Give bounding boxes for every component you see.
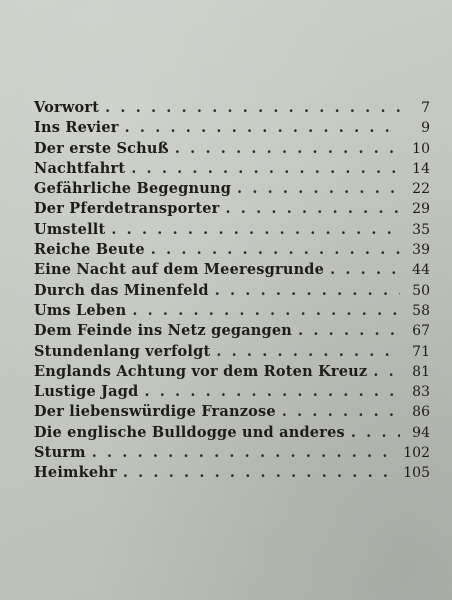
toc-entry	[34, 220, 430, 240]
dot-leader	[144, 382, 400, 402]
dot-leader	[111, 220, 400, 240]
toc-entry-title: Dem Feinde ins Netz gegangen	[34, 322, 293, 340]
dot-leader	[175, 139, 400, 159]
toc-entry-page-number: 67	[412, 323, 430, 340]
dot-leader	[226, 199, 400, 219]
toc-entry-title: Der liebenswürdige Franzose	[34, 403, 276, 421]
toc-entry-page-number: 58	[412, 302, 430, 319]
toc-entry-title: Eine Nacht auf dem Meeresgrunde	[34, 261, 325, 279]
dot-leader	[373, 362, 400, 382]
toc-entry	[34, 118, 430, 138]
toc-entry	[34, 240, 430, 260]
toc-entry-page-number: 9	[421, 120, 430, 137]
toc-entry	[34, 179, 430, 199]
toc-entry-title: Englands Achtung vor dem Roten Kreuz	[34, 362, 368, 380]
toc-entry-page-number: 29	[412, 201, 430, 218]
toc-entry-page-number: 71	[412, 343, 430, 360]
dot-leader	[237, 179, 400, 199]
dot-leader	[132, 301, 400, 321]
dot-leader	[125, 118, 400, 138]
dot-leader	[282, 402, 400, 422]
toc-entry-page-number: 44	[412, 262, 430, 279]
toc-entry-page-number: 81	[412, 363, 430, 380]
toc-entry-page-number: 7	[421, 100, 430, 116]
toc-entry	[34, 443, 430, 463]
toc-entry	[34, 382, 430, 402]
toc-entry-title: Ums Leben	[34, 301, 127, 319]
toc-entry-title: Die englische Bulldogge und anderes	[34, 423, 345, 441]
dot-leader	[131, 159, 400, 179]
toc-entry-title: Der Pferdetransporter	[34, 200, 220, 218]
toc-entry-title: Reiche Beute	[34, 241, 145, 259]
toc-entry	[34, 281, 430, 301]
toc-entry	[34, 260, 430, 280]
toc-entry-page-number: 22	[412, 181, 430, 198]
toc-entry	[34, 98, 430, 118]
toc-entry-page-number: 50	[412, 282, 430, 299]
dot-leader	[151, 240, 400, 260]
toc-entry-title: Stundenlang verfolgt	[34, 342, 211, 360]
toc-entry	[34, 402, 430, 422]
toc-entry-title: Sturm	[34, 444, 86, 462]
toc-entry-page-number: 105	[403, 465, 430, 482]
toc-entry	[34, 199, 430, 219]
toc-entry-title: Ins Revier	[34, 119, 119, 137]
toc-entry-page-number: 102	[403, 445, 430, 462]
toc-entry-title: Lustige Jagd	[34, 383, 139, 401]
toc-entry	[34, 342, 430, 362]
toc-entry	[34, 423, 430, 443]
toc-entry-page-number: 35	[412, 221, 430, 238]
dot-leader	[298, 321, 400, 341]
toc-entry	[34, 139, 430, 159]
toc-entry	[34, 321, 430, 341]
toc-entry-title: Gefährliche Begegnung	[34, 180, 232, 198]
dot-leader	[123, 463, 399, 483]
toc-entry-page-number: 83	[412, 384, 430, 401]
toc-entry	[34, 301, 430, 321]
dot-leader	[216, 342, 400, 362]
dot-leader	[330, 260, 400, 280]
toc-entry	[34, 362, 430, 382]
toc-entry-title: Umstellt	[34, 220, 106, 238]
toc-entry-title: Nachtfahrt	[34, 159, 126, 177]
toc-entry-title: Heimkehr	[34, 464, 117, 482]
toc-entry-title: Der erste Schuß	[34, 139, 169, 157]
toc-entry-page-number: 94	[412, 424, 430, 441]
toc-entry-page-number: 86	[412, 404, 430, 421]
dot-leader	[105, 98, 400, 118]
toc-entry	[34, 463, 430, 483]
toc-entry-page-number: 39	[412, 242, 430, 259]
toc-entry-page-number: 10	[412, 140, 430, 157]
table-of-contents	[34, 98, 430, 484]
dot-leader	[351, 423, 400, 443]
toc-entry-title: Durch das Minenfeld	[34, 281, 209, 299]
dot-leader	[92, 443, 400, 463]
toc-entry-page-number: 14	[412, 160, 430, 177]
dot-leader	[215, 281, 400, 301]
toc-entry-title: Vorwort	[34, 99, 100, 116]
toc-entry	[34, 159, 430, 179]
